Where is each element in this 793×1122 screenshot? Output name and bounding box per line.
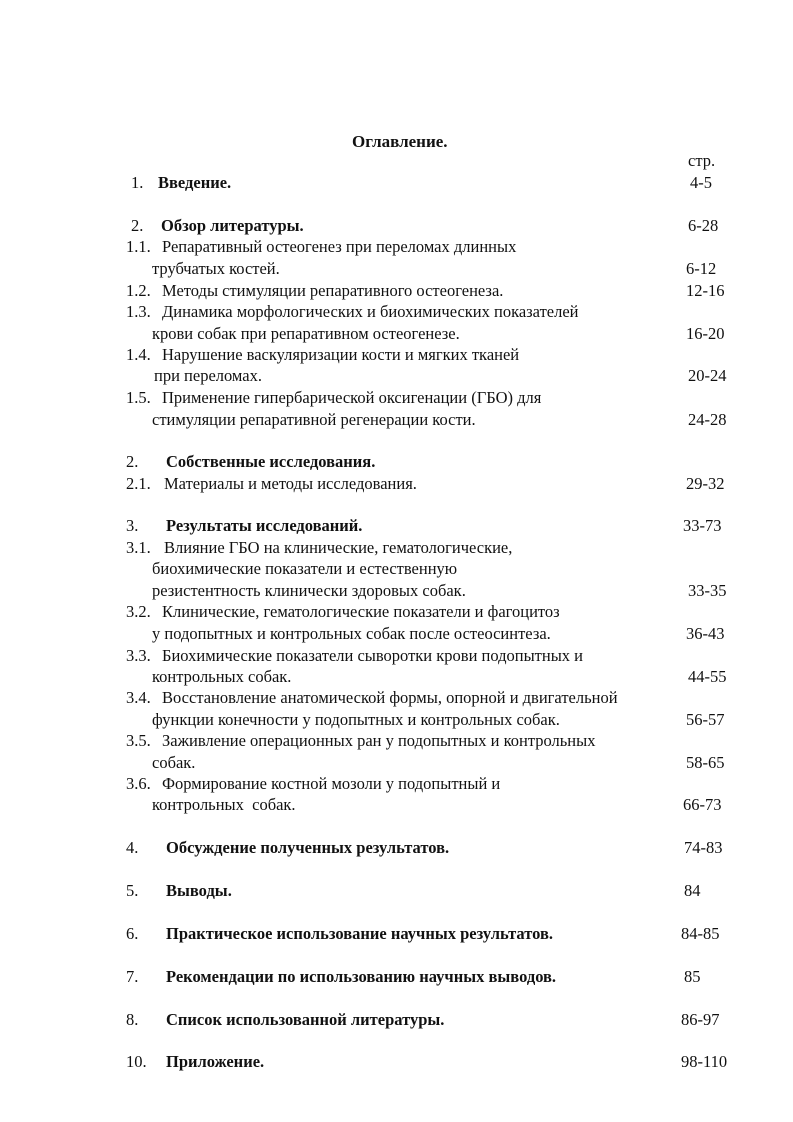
entry-page: 74-83 bbox=[684, 838, 723, 857]
entry-title-line: функции конечности у подопытных и контрольных собак. bbox=[152, 710, 560, 729]
entry-title: Собственные исследования. bbox=[166, 452, 376, 471]
entry-number: 1.3. bbox=[126, 302, 151, 321]
entry-title-line: биохимические показатели и естественную bbox=[152, 559, 458, 578]
entry-page: 6-12 bbox=[686, 259, 717, 278]
entry-page: 29-32 bbox=[686, 474, 725, 493]
entry-number: 4. bbox=[126, 838, 139, 857]
entry-number: 6. bbox=[126, 924, 139, 943]
entry-page: 56-57 bbox=[686, 710, 725, 729]
entry-title-line: Влияние ГБО на клинические, гематологические, bbox=[164, 538, 513, 557]
entry-title-line: крови собак при репаративном остеогенезе. bbox=[152, 324, 460, 343]
entry-number: 2. bbox=[126, 452, 139, 471]
entry-title: Методы стимуляции репаративного остеогенеза. bbox=[162, 281, 504, 300]
entry-page: 12-16 bbox=[686, 281, 725, 300]
entry-number: 1.2. bbox=[126, 281, 151, 300]
entry-title-line: Формирование костной мозоли у подопытный и bbox=[162, 774, 501, 793]
entry-page: 44-55 bbox=[688, 667, 727, 686]
entry-number: 2.1. bbox=[126, 474, 151, 493]
entry-page: 20-24 bbox=[688, 366, 727, 385]
entry-page: 16-20 bbox=[686, 324, 725, 343]
entry-number: 3.2. bbox=[126, 602, 151, 621]
entry-title-line: Динамика морфологических и биохимических показателей bbox=[162, 302, 579, 321]
entry-number: 3. bbox=[126, 516, 139, 535]
entry-number: 7. bbox=[126, 967, 139, 986]
entry-title-line: Применение гипербарической оксигенации (ГБО) для bbox=[162, 388, 542, 407]
entry-number: 10. bbox=[126, 1052, 147, 1071]
page-column-label: стр. bbox=[688, 151, 716, 170]
entry-number: 3.5. bbox=[126, 731, 151, 750]
entry-page: 66-73 bbox=[683, 795, 722, 814]
entry-title: Список использованной литературы. bbox=[166, 1010, 445, 1029]
entry-title: Приложение. bbox=[166, 1052, 265, 1071]
entry-number: 8. bbox=[126, 1010, 139, 1029]
entry-title-line: Нарушение васкуляризации кости и мягких тканей bbox=[162, 345, 520, 364]
entry-title-line: резистентность клинически здоровых собак. bbox=[152, 581, 466, 600]
page-title: Оглавление. bbox=[352, 132, 448, 151]
entry-number: 3.3. bbox=[126, 646, 151, 665]
entry-number: 3.1. bbox=[126, 538, 151, 557]
entry-title-line: трубчатых костей. bbox=[152, 259, 280, 278]
entry-number: 1.4. bbox=[126, 345, 151, 364]
entry-title-line: контрольных собак. bbox=[152, 795, 296, 814]
entry-title: Рекомендации по использованию научных выводов. bbox=[166, 967, 557, 986]
entry-page: 6-28 bbox=[688, 216, 719, 235]
entry-title-line: Репаративный остеогенез при переломах длинных bbox=[162, 237, 517, 256]
entry-title-line: Восстановление анатомической формы, опорной и двигательной bbox=[162, 688, 618, 707]
entry-page: 24-28 bbox=[688, 410, 727, 429]
entry-title: Практическое использование научных результатов. bbox=[166, 924, 553, 943]
entry-title-line: собак. bbox=[152, 753, 196, 772]
entry-number: 1.1. bbox=[126, 237, 151, 256]
entry-number: 5. bbox=[126, 881, 139, 900]
entry-page: 85 bbox=[684, 967, 701, 986]
entry-number: 1.5. bbox=[126, 388, 151, 407]
entry-title-line: у подопытных и контрольных собак после остеосинтеза. bbox=[152, 624, 551, 643]
entry-title: Материалы и методы исследования. bbox=[164, 474, 417, 493]
entry-title-line: контрольных собак. bbox=[152, 667, 292, 686]
entry-title: Выводы. bbox=[166, 881, 232, 900]
entry-title: Введение. bbox=[158, 173, 232, 192]
entry-page: 33-73 bbox=[683, 516, 722, 535]
entry-number: 1. bbox=[131, 173, 144, 192]
entry-page: 84 bbox=[684, 881, 701, 900]
entry-page: 84-85 bbox=[681, 924, 720, 943]
entry-page: 86-97 bbox=[681, 1010, 720, 1029]
entry-title-line: Клинические, гематологические показатели и фагоцитоз bbox=[162, 602, 560, 621]
entry-title-line: при переломах. bbox=[154, 366, 262, 385]
entry-number: 3.4. bbox=[126, 688, 151, 707]
entry-title: Результаты исследований. bbox=[166, 516, 363, 535]
entry-page: 4-5 bbox=[690, 173, 712, 192]
entry-number: 2. bbox=[131, 216, 144, 235]
entry-page: 36-43 bbox=[686, 624, 725, 643]
entry-title-line: Заживление операционных ран у подопытных и контрольных bbox=[162, 731, 596, 750]
entry-title-line: Биохимические показатели сыворотки крови подопытных и bbox=[162, 646, 584, 665]
entry-page: 33-35 bbox=[688, 581, 727, 600]
entry-title: Обсуждение полученных результатов. bbox=[166, 838, 450, 857]
entry-title-line: стимуляции репаративной регенерации кости. bbox=[152, 410, 476, 429]
entry-title: Обзор литературы. bbox=[161, 216, 304, 235]
entry-number: 3.6. bbox=[126, 774, 151, 793]
entry-page: 98-110 bbox=[681, 1052, 728, 1071]
entry-page: 58-65 bbox=[686, 753, 725, 772]
